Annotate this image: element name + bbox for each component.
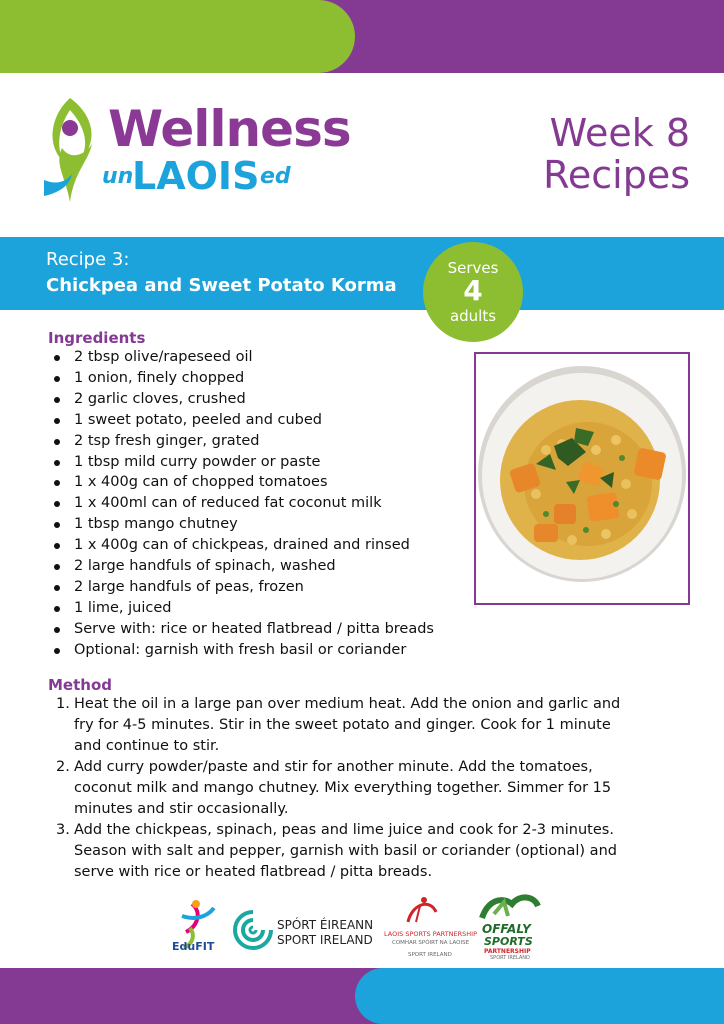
offaly-line3: PARTNERSHIP <box>484 948 531 955</box>
method-step <box>56 694 636 757</box>
ingredient-item: 1 tbsp mild curry powder or paste <box>50 452 434 473</box>
bottom-band-blue <box>355 968 724 1024</box>
sponsor-logos <box>0 892 724 964</box>
sport-ireland-icon <box>233 910 273 950</box>
laois-sp-line1: LAOIS SPORTS PARTNERSHIP <box>384 930 477 938</box>
top-band-green <box>0 0 355 73</box>
ingredient-item: Optional: garnish with fresh basil or coriander <box>50 640 434 661</box>
serves-badge <box>423 242 523 342</box>
ingredient-item: 1 x 400g can of chopped tomatoes <box>50 472 434 493</box>
recipe-title-bar <box>0 237 724 310</box>
ingredient-item: 1 x 400g can of chickpeas, drained and rinsed <box>50 535 434 556</box>
ingredient-item: Serve with: rice or heated flatbread / pitta breads <box>50 619 434 640</box>
ingredients-list <box>50 347 434 661</box>
method-step-text: Add the chickpeas, spinach, peas and lime juice and cook for 2-3 minutes. Season with salt and pepper, garnish with basil or coriander (optional) and serve with rice or heated flatbread / pitta breads. <box>74 822 617 880</box>
laois-sports-partnership-icon <box>402 894 442 928</box>
method-step <box>56 757 636 820</box>
logo-wellness-text: Wellness <box>108 100 351 158</box>
method-step-number: 2. <box>56 759 70 775</box>
sport-ireland-en-text: SPORT IRELAND <box>277 933 373 947</box>
ingredient-item: 2 large handfuls of peas, frozen <box>50 577 434 598</box>
dish-photo <box>474 352 690 605</box>
ingredients-heading: Ingredients <box>48 329 146 347</box>
ingredient-item: 2 tsp fresh ginger, grated <box>50 431 434 452</box>
laois-sp-line2: COMHAR SPÓIRT NA LAOISE <box>392 940 470 946</box>
week-title-line2: Recipes <box>543 153 690 197</box>
ingredient-item: 1 sweet potato, peeled and cubed <box>50 410 434 431</box>
serves-label: Serves <box>447 259 499 277</box>
ingredient-item: 1 x 400ml can of reduced fat coconut milk <box>50 493 434 514</box>
offaly-line1: OFFALY <box>482 922 531 936</box>
logo-ed-text: ed <box>260 164 291 189</box>
serves-count: 4 <box>463 274 483 307</box>
ingredient-item: 1 onion, finely chopped <box>50 368 434 389</box>
method-heading: Method <box>48 676 112 694</box>
method-step <box>56 820 636 883</box>
week-title-line1: Week 8 <box>549 111 690 155</box>
wellness-unlaoised-logo <box>40 98 351 208</box>
offaly-sports-partnership-icon <box>478 892 542 922</box>
ingredient-item: 2 garlic cloves, crushed <box>50 389 434 410</box>
logo-laois-text: LAOIS <box>132 154 260 198</box>
ingredient-item: 2 tbsp olive/rapeseed oil <box>50 347 434 368</box>
method-step-text: Heat the oil in a large pan over medium heat. Add the onion and garlic and fry for 4-5 minutes. Stir in the sweet potato and ginger. Cook for 1 minute and continue to stir. <box>74 696 621 754</box>
method-step-text: Add curry powder/paste and stir for another minute. Add the tomatoes, coconut milk and mango chutney. Mix everything together. Simmer for 15 minutes and stir occasionally. <box>74 759 612 817</box>
korma-bowl-image <box>476 354 688 603</box>
laois-sp-line3: SPORT IRELAND <box>408 952 452 958</box>
ingredient-item: 1 lime, juiced <box>50 598 434 619</box>
serves-unit: adults <box>449 307 497 325</box>
offaly-line4: SPORT IRELAND <box>490 955 530 961</box>
sport-ireland-ga-text: SPÓRT ÉIREANN <box>277 918 374 932</box>
ingredient-item: 1 tbsp mango chutney <box>50 514 434 535</box>
method-list <box>56 694 636 883</box>
edufit-text: EduFIT <box>172 940 215 953</box>
ingredient-item: 2 large handfuls of spinach, washed <box>50 556 434 577</box>
method-step-number: 1. <box>56 696 70 712</box>
week-title <box>543 112 690 196</box>
recipe-number: Recipe 3: <box>46 249 130 270</box>
logo-un-text: un <box>102 164 134 189</box>
person-figure-icon <box>40 98 100 206</box>
recipe-name: Chickpea and Sweet Potato Korma <box>46 275 397 296</box>
offaly-line2: SPORTS <box>484 935 533 948</box>
method-step-number: 3. <box>56 822 70 838</box>
